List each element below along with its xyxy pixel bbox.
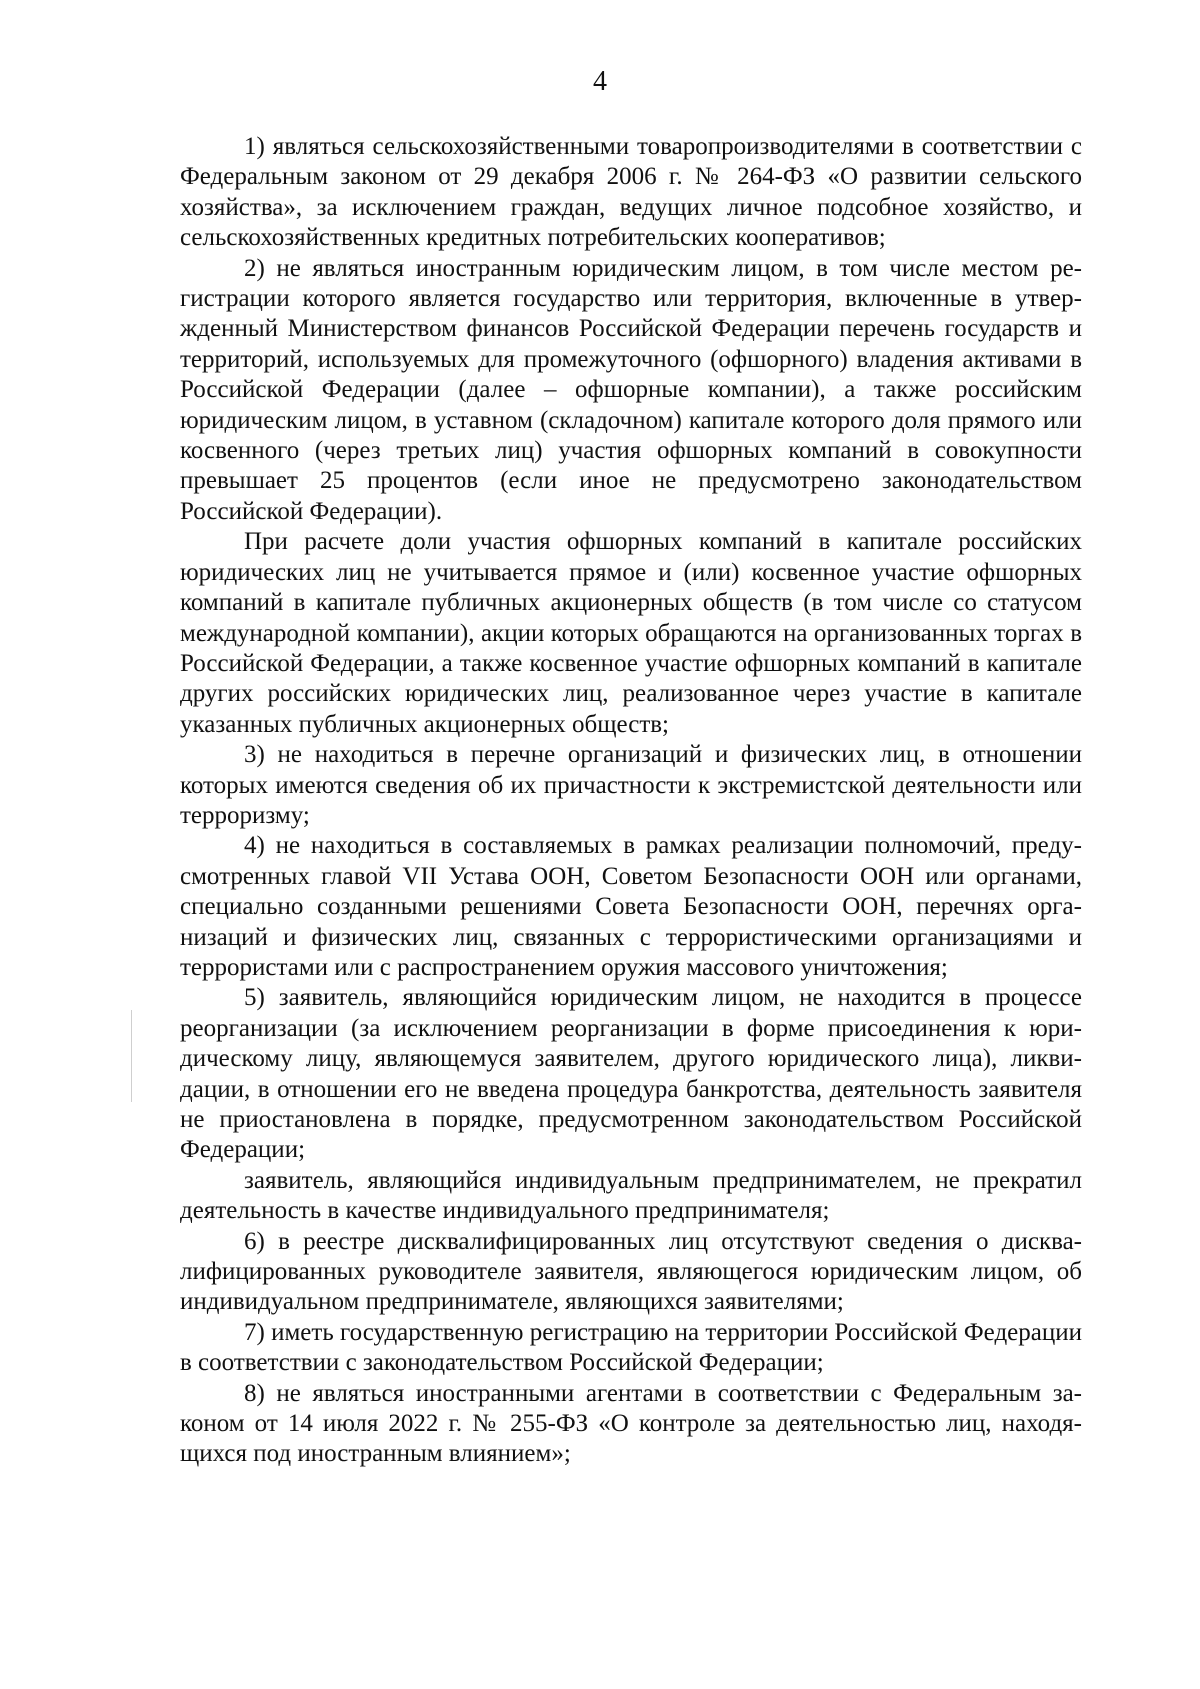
paragraph-item-3: 3) не находиться в перечне организаций и физических лиц, в отношении которых имеются сведения об их причастности к экстремистской деятельности или терроризму;	[180, 741, 1082, 829]
paragraph-item-2: 2) не являться иностранным юридическим лицом, в том числе местом регистрации которого является государство или территория, включенные в утвержденный Министерством финансов Российской Федерации перечень государств и территорий, используемых для промежуточного (офшорного) владения активами в Российской Федерации (далее – офшорные компании), а также российским юридическим лицом, в уставном (складочном) капитале которого доля прямого или косвенного (через третьих лиц) участия офшорных компаний в совокупности превышает 25 процентов (если иное не предусмотрено законодательством Российской Федерации).	[180, 254, 1082, 525]
paragraph-item-5: 5) заявитель, являющийся юридическим лицом, не находится в процессе реорганизации (за исключением реорганизации в форме присоединения к юридическому лицу, являющемуся заявителем, другого юридического лица), ликвидации, в отношении его не введена процедура банкротства, деятельность заявителя не приостановлена в порядке, предусмотренном законодательством Российской Федерации;	[180, 984, 1082, 1164]
paragraph-item-4: 4) не находиться в составляемых в рамках реализации полномочий, предусмотренных главой VII Устава ООН, Советом Безопасности ООН или органами, специально созданными решениями Совета Безопасности ООН, перечнях организаций и физических лиц, связанных с террористическими организациями и террористами или с распространением оружия массового уничтожения;	[180, 832, 1082, 981]
paragraph-individual-entrepreneur: заявитель, являющийся индивидуальным предпринимателем, не прекратил деятельность в качестве индивидуального предпринимателя;	[180, 1166, 1082, 1225]
paragraph-offshore-calculation: При расчете доли участия офшорных компаний в капитале российских юридических лиц не учитывается прямое и (или) косвенное участие офшорных компаний в капитале публичных акционерных обществ (в том числе со статусом международной компании), акции которых обращаются на организованных торгах в Российской Федерации, а также косвенное участие офшорных компаний в капитале других российских юридических лиц, реализованное через участие в капитале указанных публичных акционерных обществ;	[180, 528, 1082, 738]
paragraph-item-6: 6) в реестре дисквалифицированных лиц отсутствуют сведения о дисквалифицированных руководителе заявителя, являющегося юридическим лицом, об индивидуальном предпринимателе, являющихся заявителями;	[180, 1227, 1082, 1316]
paragraph-item-8: 8) не являться иностранными агентами в соответствии с Федеральным законом от 14 июля 2022 г. № 255-ФЗ «О контроле за деятельностью лиц, находящихся под иностранным влиянием»;	[180, 1379, 1082, 1468]
paragraph-item-1: 1) являться сельскохозяйственными товаропроизводителями в соответствии с Федеральным законом от 29 декабря 2006 г. № 264-ФЗ «О развитии сельского хозяйства», за исключением граждан, ведущих личное подсобное хозяйство, и сельскохозяйственных кредитных потребительских кооперативов;	[180, 133, 1082, 252]
document-body	[180, 132, 1082, 1470]
page-number: 4	[593, 66, 607, 97]
scan-margin-line	[131, 1010, 132, 1102]
paragraph-item-7: 7) иметь государственную регистрацию на территории Российской Федерации в соответствии с законодательством Российской Федерации;	[180, 1318, 1082, 1377]
